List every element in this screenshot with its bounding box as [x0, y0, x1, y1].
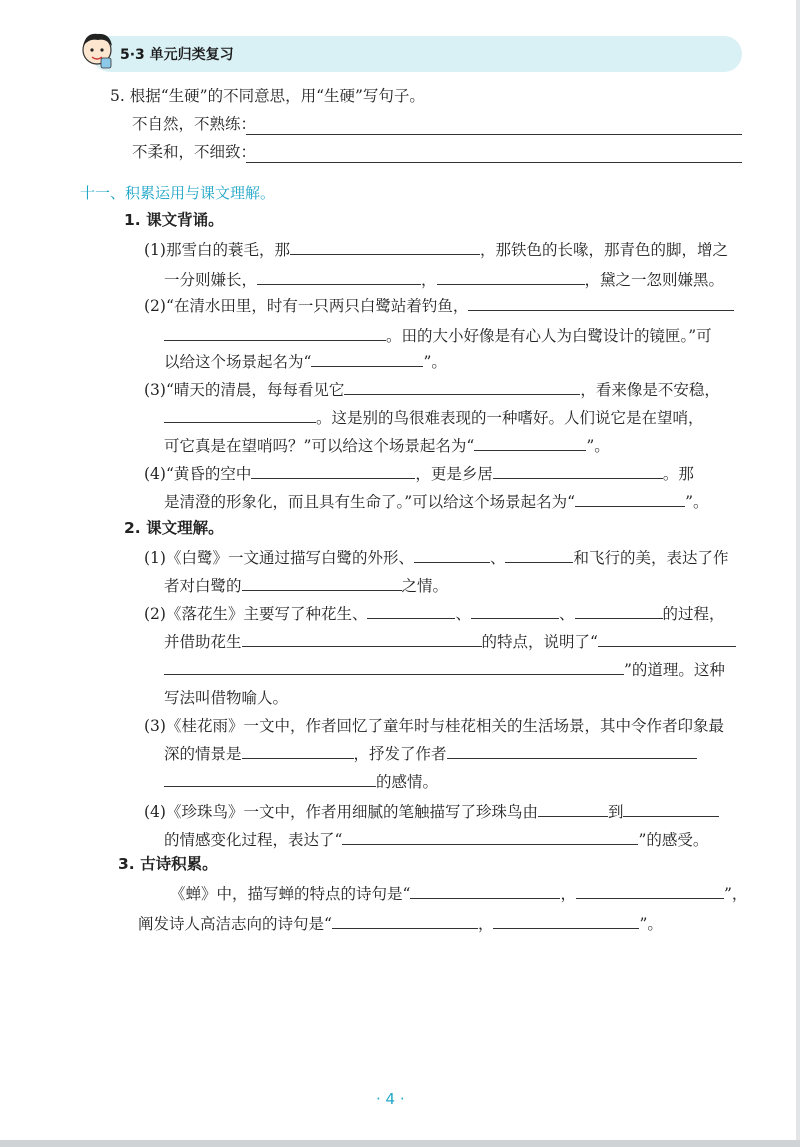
text: 的情感变化过程，表达了“ [164, 831, 343, 849]
text: ”的道理。这种 [624, 661, 725, 679]
q5-stem: 5. 根据“生硬”的不同意思，用“生硬”写句子。 [110, 87, 425, 105]
s1-item3-line3 [164, 436, 610, 456]
text: ”。 [586, 437, 610, 455]
text: ，更是乡居 [415, 465, 493, 483]
text: 以给这个场景起名为“ [164, 353, 312, 371]
s2-item2-line2 [164, 632, 736, 652]
text: ， [560, 885, 576, 903]
s1-item2-line3 [164, 352, 447, 372]
blank[interactable] [471, 604, 559, 619]
blank[interactable] [342, 830, 638, 845]
blank[interactable] [290, 240, 480, 255]
q5-answer-line-a[interactable] [246, 134, 742, 135]
blank[interactable] [468, 296, 734, 311]
text: 一分则嫌长， [164, 271, 258, 289]
blank[interactable] [311, 352, 423, 367]
s2-title: 2. 课文理解。 [124, 519, 224, 537]
text: ”。 [423, 353, 447, 371]
blank[interactable] [575, 492, 685, 507]
s1-item3-line1 [144, 380, 720, 400]
text: 之情。 [401, 577, 449, 595]
s1-item3-line2 [164, 408, 704, 428]
blank[interactable] [242, 576, 402, 591]
blank[interactable] [447, 744, 697, 759]
text: ， [477, 915, 494, 933]
blank[interactable] [505, 548, 573, 563]
q5-line-b-label: 不柔和，不细致： [132, 143, 257, 161]
s2-item1-line1 [144, 548, 729, 568]
page-number: · 4 · [376, 1090, 405, 1108]
s2-item4-line2 [164, 830, 708, 850]
text: 。田的大小好像是有心人为白鹭设计的镜匣。”可 [386, 327, 712, 345]
blank[interactable] [437, 270, 585, 285]
text: 的特点，说明了“ [481, 633, 598, 651]
blank[interactable] [493, 464, 663, 479]
text: 的感情。 [376, 773, 439, 791]
blank[interactable] [344, 380, 580, 395]
text: 是清澄的形象化，而且具有生命了。”可以给这个场景起名为“ [164, 493, 576, 511]
s1-item4-line2 [164, 492, 709, 512]
q5-line-a-label: 不自然，不熟练： [132, 115, 257, 133]
section-title: 十一、积累运用与课文理解。 [80, 184, 276, 202]
text: ，黛之一忽则嫌黑。 [584, 271, 725, 289]
blank[interactable] [575, 604, 663, 619]
text: ，那铁色的长喙，那青色的脚，增之 [479, 241, 728, 259]
text: ，抒发了作者 [353, 745, 447, 763]
text: 并借助花生 [164, 633, 242, 651]
text: (2)“在清水田里，时有一只两只白鹭站着钓鱼， [144, 297, 469, 315]
text: ”。 [685, 493, 709, 511]
s2-item3-line3 [164, 772, 438, 792]
text: 和飞行的美，表达了作 [573, 549, 729, 567]
text: 《蝉》中，描写蝉的特点的诗句是“ [170, 885, 411, 903]
text: 。那 [662, 465, 694, 483]
s1-item1-line2 [164, 270, 724, 290]
text: 、 [455, 605, 471, 623]
text: 、 [489, 549, 506, 567]
text: (3)“晴天的清晨，每每看见它 [144, 381, 345, 399]
blank[interactable] [332, 914, 478, 929]
text: ”， [723, 885, 748, 903]
text: (1)那雪白的蓑毛，那 [144, 241, 290, 259]
text: 阐发诗人高洁志向的诗句是“ [138, 915, 332, 933]
page-edge [796, 0, 800, 1147]
s1-item2-line2 [164, 326, 712, 346]
blank[interactable] [164, 408, 316, 423]
blank[interactable] [538, 802, 608, 817]
blank[interactable] [164, 326, 386, 341]
s2-item4-line1 [144, 802, 719, 822]
s1-item2-line1 [144, 296, 734, 316]
blank[interactable] [242, 632, 482, 647]
text: 、 [558, 605, 575, 623]
text: ，看来像是不安稳， [580, 381, 720, 399]
s2-item2-line1 [144, 604, 725, 624]
s2-item3-line1: (3)《桂花雨》一文中，作者回忆了童年时与桂花相关的生活场景，其中令作者印象最 [144, 717, 724, 735]
text: ”。 [639, 915, 663, 933]
s1-item4-line1 [144, 464, 694, 484]
s2-item2-line3 [164, 660, 725, 680]
blank[interactable] [598, 632, 736, 647]
text: 深的情景是 [164, 745, 242, 763]
s3-line1 [170, 884, 747, 904]
text: (2)《落花生》主要写了种花生、 [144, 605, 368, 623]
text: (1)《白鹭》一文通过描写白鹭的外形、 [144, 549, 414, 567]
s2-item1-line2 [164, 576, 448, 596]
text: 可它真是在望哨吗？”可以给这个场景起名为“ [164, 437, 475, 455]
s1-item1-line1 [144, 240, 728, 260]
page-bottom-edge [0, 1140, 800, 1147]
text: 者对白鹭的 [164, 577, 242, 595]
blank[interactable] [242, 744, 354, 759]
mascot-icon [76, 28, 118, 70]
blank[interactable] [164, 660, 624, 675]
s2-item3-line2 [164, 744, 697, 764]
blank[interactable] [414, 548, 490, 563]
q5-answer-line-b[interactable] [246, 162, 742, 163]
blank[interactable] [493, 914, 639, 929]
text: (4)“黄昏的空中 [144, 465, 252, 483]
blank[interactable] [257, 270, 421, 285]
s3-line2 [138, 914, 663, 934]
text: (4)《珍珠鸟》一文中，作者用细腻的笔触描写了珍珠鸟由 [144, 803, 538, 821]
text: ， [421, 271, 437, 289]
blank[interactable] [367, 604, 455, 619]
s3-title: 3. 古诗积累。 [118, 855, 218, 873]
blank[interactable] [576, 884, 724, 899]
text: 。这是别的鸟很难表现的一种嗜好。人们说它是在望哨， [316, 409, 704, 427]
s2-item2-line4: 写法叫借物喻人。 [164, 689, 289, 707]
blank[interactable] [164, 772, 376, 787]
text: 到 [607, 803, 624, 821]
s1-title: 1. 课文背诵。 [124, 211, 224, 229]
text: 的过程， [662, 605, 725, 623]
text: ”的感受。 [638, 831, 709, 849]
header-title: 5·3 单元归类复习 [120, 47, 234, 63]
blank[interactable] [623, 802, 719, 817]
blank[interactable] [474, 436, 586, 451]
blank[interactable] [251, 464, 415, 479]
blank[interactable] [410, 884, 560, 899]
